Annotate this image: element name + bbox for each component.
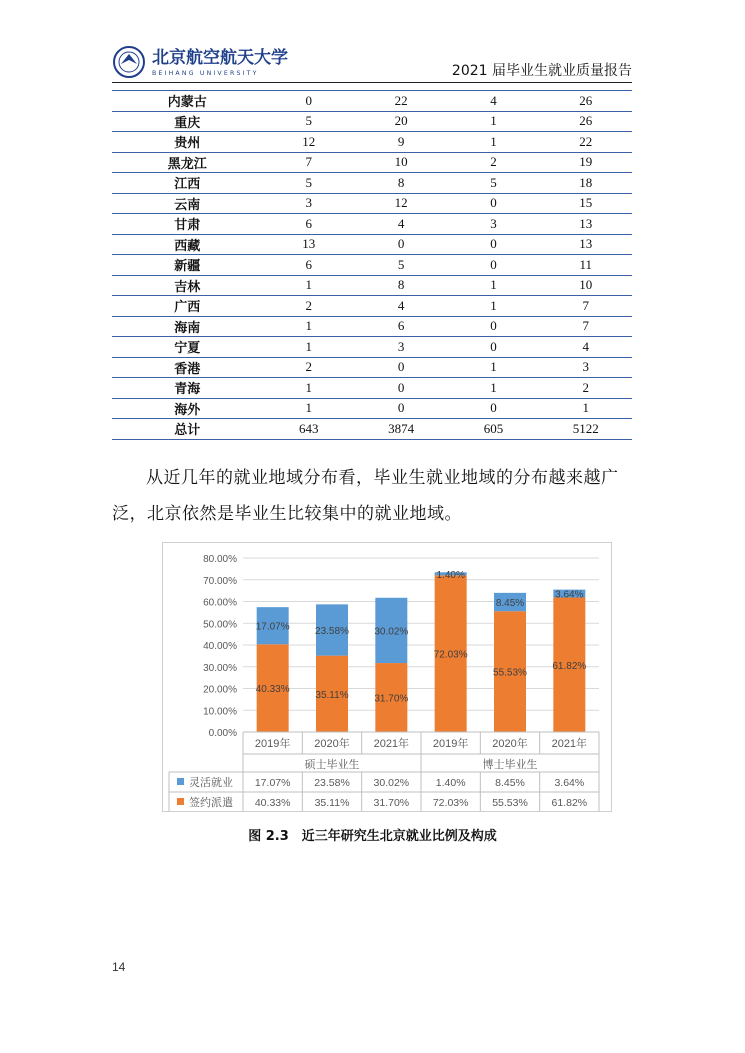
region-value-cell: 2 bbox=[263, 357, 355, 378]
table-value: 8.45% bbox=[495, 777, 525, 789]
region-value-cell: 0 bbox=[447, 193, 539, 214]
y-tick-label: 80.00% bbox=[203, 554, 237, 565]
data-label: 31.70% bbox=[374, 693, 409, 705]
x-category-label: 2020年 bbox=[314, 738, 350, 750]
region-name-cell: 江西 bbox=[112, 173, 263, 194]
region-value-cell: 1 bbox=[447, 357, 539, 378]
table-value: 1.40% bbox=[435, 777, 466, 789]
region-value-cell: 643 bbox=[263, 419, 355, 440]
region-value-cell: 1 bbox=[263, 337, 355, 358]
table-value: 72.03% bbox=[432, 797, 469, 809]
region-value-cell: 22 bbox=[540, 132, 632, 153]
report-title: 2021 届毕业生就业质量报告 bbox=[451, 63, 632, 79]
table-row bbox=[112, 296, 632, 317]
region-value-cell: 12 bbox=[263, 132, 355, 153]
y-tick-label: 60.00% bbox=[203, 597, 237, 609]
table-row bbox=[112, 234, 632, 255]
table-row bbox=[112, 214, 632, 235]
region-value-cell: 4 bbox=[355, 296, 447, 317]
x-category-label: 2021年 bbox=[551, 738, 588, 750]
table-row bbox=[112, 337, 632, 358]
y-tick-label: 10.00% bbox=[203, 706, 237, 718]
region-value-cell: 1 bbox=[447, 111, 539, 132]
employment-chart bbox=[162, 542, 612, 812]
x-group-label: 硕士毕业生 bbox=[304, 759, 360, 771]
page-number: 14 bbox=[112, 960, 126, 974]
region-value-cell: 3 bbox=[447, 214, 539, 235]
table-row bbox=[112, 193, 632, 214]
region-value-cell: 1 bbox=[447, 275, 539, 296]
data-label: 1.40% bbox=[436, 569, 465, 581]
region-value-cell: 3 bbox=[355, 337, 447, 358]
table-row bbox=[112, 378, 632, 399]
region-name-cell: 重庆 bbox=[112, 111, 263, 132]
region-value-cell: 605 bbox=[447, 419, 539, 440]
university-name-en: BEIHANG UNIVERSITY bbox=[152, 70, 259, 77]
region-value-cell: 18 bbox=[540, 173, 632, 194]
region-value-cell: 1 bbox=[263, 316, 355, 337]
region-value-cell: 12 bbox=[355, 193, 447, 214]
legend-label: 灵活就业 bbox=[189, 777, 233, 789]
x-group-label: 博士毕业生 bbox=[482, 759, 538, 771]
region-value-cell: 5 bbox=[263, 111, 355, 132]
table-row bbox=[112, 91, 632, 112]
table-row bbox=[112, 152, 632, 173]
region-value-cell: 0 bbox=[355, 357, 447, 378]
y-tick-label: 30.00% bbox=[203, 662, 237, 674]
figure-caption: 图 2.3 近三年研究生北京就业比例及构成 bbox=[248, 829, 497, 844]
table-row bbox=[112, 132, 632, 153]
region-value-cell: 13 bbox=[263, 234, 355, 255]
region-value-cell: 6 bbox=[263, 255, 355, 276]
table-value: 40.33% bbox=[254, 797, 291, 809]
region-value-cell: 4 bbox=[447, 91, 539, 112]
region-value-cell: 0 bbox=[447, 234, 539, 255]
header-rule bbox=[112, 82, 632, 83]
y-tick-label: 70.00% bbox=[203, 575, 237, 587]
region-value-cell: 1 bbox=[263, 378, 355, 399]
legend-key bbox=[177, 798, 184, 805]
table-row bbox=[112, 255, 632, 276]
region-name-cell: 西藏 bbox=[112, 234, 263, 255]
x-category-label: 2019年 bbox=[432, 738, 469, 750]
region-value-cell: 1 bbox=[447, 378, 539, 399]
region-value-cell: 2 bbox=[540, 378, 632, 399]
region-value-cell: 13 bbox=[540, 234, 632, 255]
region-name-cell: 贵州 bbox=[112, 132, 263, 153]
region-value-cell: 0 bbox=[447, 255, 539, 276]
table-value: 61.82% bbox=[551, 797, 588, 809]
data-label: 40.33% bbox=[255, 684, 290, 696]
university-name-cn: 北京航空航天大学 bbox=[152, 48, 288, 68]
data-label: 61.82% bbox=[552, 660, 587, 672]
data-label: 3.64% bbox=[555, 589, 584, 601]
table-value: 3.64% bbox=[554, 777, 585, 789]
region-value-cell: 1 bbox=[540, 398, 632, 419]
table-value: 35.11% bbox=[314, 797, 350, 809]
table-value: 55.53% bbox=[492, 797, 528, 809]
region-value-cell: 9 bbox=[355, 132, 447, 153]
region-name-cell: 香港 bbox=[112, 357, 263, 378]
region-name-cell: 内蒙古 bbox=[112, 91, 263, 112]
region-value-cell: 11 bbox=[540, 255, 632, 276]
region-value-cell: 0 bbox=[447, 398, 539, 419]
region-name-cell: 云南 bbox=[112, 193, 263, 214]
x-category-label: 2021年 bbox=[373, 738, 410, 750]
region-value-cell: 1 bbox=[447, 296, 539, 317]
region-value-cell: 8 bbox=[355, 173, 447, 194]
y-tick-label: 0.00% bbox=[208, 728, 237, 739]
region-value-cell: 19 bbox=[540, 152, 632, 173]
region-value-cell: 0 bbox=[263, 91, 355, 112]
region-value-cell: 8 bbox=[355, 275, 447, 296]
region-name-cell: 总计 bbox=[112, 419, 263, 440]
y-tick-label: 20.00% bbox=[203, 684, 237, 696]
region-value-cell: 1 bbox=[447, 132, 539, 153]
table-value: 23.58% bbox=[314, 777, 350, 789]
region-name-cell: 新疆 bbox=[112, 255, 263, 276]
region-value-cell: 13 bbox=[540, 214, 632, 235]
region-value-cell: 10 bbox=[540, 275, 632, 296]
region-value-cell: 26 bbox=[540, 91, 632, 112]
region-value-cell: 2 bbox=[263, 296, 355, 317]
region-value-cell: 22 bbox=[355, 91, 447, 112]
region-name-cell: 海南 bbox=[112, 316, 263, 337]
region-value-cell: 7 bbox=[540, 316, 632, 337]
region-name-cell: 海外 bbox=[112, 398, 263, 419]
data-label: 55.53% bbox=[493, 667, 527, 679]
region-value-cell: 1 bbox=[263, 275, 355, 296]
region-value-cell: 15 bbox=[540, 193, 632, 214]
body-paragraph: 从近几年的就业地域分布看，毕业生就业地域的分布越来越广泛，北京依然是毕业生比较集中的就业地域。 bbox=[112, 468, 619, 524]
table-row bbox=[112, 419, 632, 440]
table-row bbox=[112, 357, 632, 378]
region-value-cell: 5 bbox=[447, 173, 539, 194]
region-value-cell: 6 bbox=[355, 316, 447, 337]
region-value-cell: 6 bbox=[263, 214, 355, 235]
table-value: 31.70% bbox=[373, 797, 410, 809]
region-value-cell: 3 bbox=[263, 193, 355, 214]
region-name-cell: 甘肃 bbox=[112, 214, 263, 235]
data-label: 72.03% bbox=[433, 649, 468, 661]
region-name-cell: 宁夏 bbox=[112, 337, 263, 358]
y-tick-label: 50.00% bbox=[203, 619, 237, 631]
legend-key bbox=[177, 778, 184, 785]
region-value-cell: 0 bbox=[355, 398, 447, 419]
region-name-cell: 吉林 bbox=[112, 275, 263, 296]
y-tick-label: 40.00% bbox=[203, 641, 237, 652]
region-value-cell: 3 bbox=[540, 357, 632, 378]
legend-label: 签约派遣 bbox=[189, 797, 233, 809]
region-value-cell: 7 bbox=[263, 152, 355, 173]
page-header bbox=[112, 40, 632, 92]
x-category-label: 2019年 bbox=[254, 738, 291, 750]
region-value-cell: 2 bbox=[447, 152, 539, 173]
region-value-cell: 1 bbox=[263, 398, 355, 419]
region-value-cell: 20 bbox=[355, 111, 447, 132]
data-label: 17.07% bbox=[255, 621, 290, 633]
region-value-cell: 5 bbox=[355, 255, 447, 276]
region-value-cell: 3874 bbox=[355, 419, 447, 440]
table-value: 17.07% bbox=[254, 777, 291, 789]
x-category-label: 2020年 bbox=[492, 738, 528, 750]
region-value-cell: 0 bbox=[355, 378, 447, 399]
region-value-cell: 5 bbox=[263, 173, 355, 194]
region-value-cell: 4 bbox=[540, 337, 632, 358]
data-label: 35.11% bbox=[315, 689, 349, 701]
region-name-cell: 黑龙江 bbox=[112, 152, 263, 173]
university-logo bbox=[112, 44, 312, 80]
region-value-cell: 0 bbox=[447, 337, 539, 358]
region-table bbox=[112, 90, 632, 440]
region-value-cell: 5122 bbox=[540, 419, 632, 440]
region-name-cell: 广西 bbox=[112, 296, 263, 317]
chart-svg bbox=[163, 543, 611, 811]
table-row bbox=[112, 173, 632, 194]
region-value-cell: 0 bbox=[447, 316, 539, 337]
region-value-cell: 26 bbox=[540, 111, 632, 132]
table-value: 30.02% bbox=[373, 777, 410, 789]
region-value-cell: 7 bbox=[540, 296, 632, 317]
region-value-cell: 10 bbox=[355, 152, 447, 173]
region-value-cell: 0 bbox=[355, 234, 447, 255]
table-row bbox=[112, 111, 632, 132]
table-row bbox=[112, 316, 632, 337]
data-label: 30.02% bbox=[374, 626, 409, 638]
table-row bbox=[112, 275, 632, 296]
data-label: 23.58% bbox=[315, 625, 349, 637]
data-label: 8.45% bbox=[495, 598, 525, 610]
region-value-cell: 4 bbox=[355, 214, 447, 235]
table-row bbox=[112, 398, 632, 419]
region-name-cell: 青海 bbox=[112, 378, 263, 399]
